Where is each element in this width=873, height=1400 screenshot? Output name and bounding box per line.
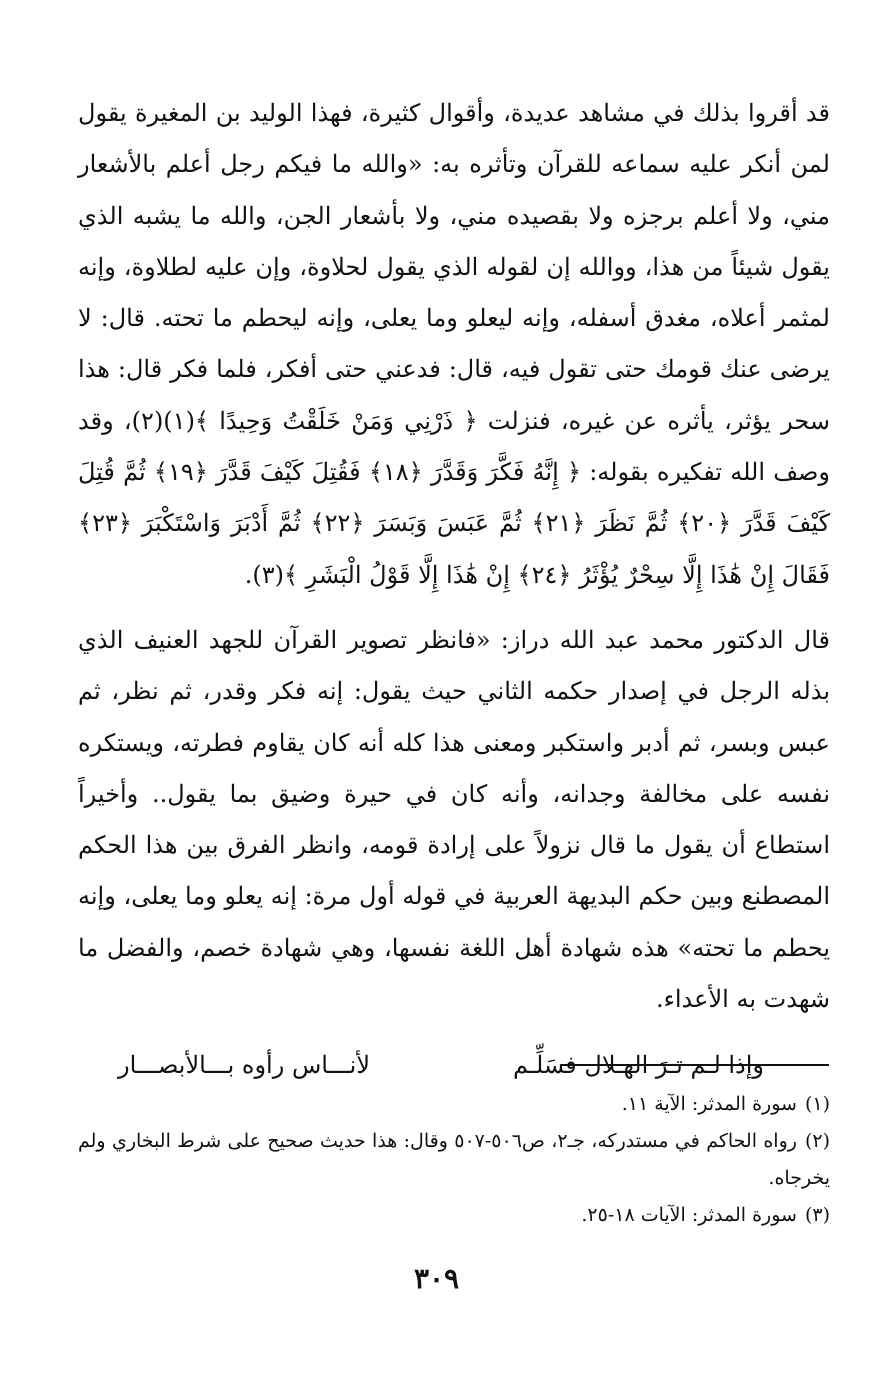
footnote-separator — [561, 1064, 829, 1066]
footnote — [78, 1197, 830, 1234]
footnote-text: رواه الحاكم في مستدركه، جـ٢، ص٥٠٦-٥٠٧ وقال: هذا حديث صحيح على شرط البخاري ولم يخرجاه. — [78, 1130, 830, 1189]
footnote-text: سورة المدثر: الآيات ١٨-٢٥. — [581, 1204, 797, 1226]
footnote-number: (١) — [804, 1093, 830, 1115]
body-paragraph: قد أقروا بذلك في مشاهد عديدة، وأقوال كثيرة، فهذا الوليد بن المغيرة يقول لمن أنكر عليه سماعه للقرآن وتأثره به: «والله ما فيكم رجل أعلم بالأشعار مني، ولا أعلم برجزه ولا بقصيده مني، ولا بأشعار الجن، والله ما يشبه الذي يقول شيئاً من هذا، ووالله إن لقوله الذي يقول لحلاوة، وإن عليه لطلاوة، وإنه لمثمر أعلاه، مغدق أسفله، وإنه ليعلو وما يعلى، وإنه ليحطم ما تحته. قال: لا يرضى عنك قومك حتى تقول فيه، قال: فدعني حتى أفكر، فلما فكر قال: هذا سحر يؤثر، يأثره عن غيره، فنزلت ﴿ ذَرْنِي وَمَنْ خَلَقْتُ وَحِيدًا ﴾(١)(٢)، وقد وصف الله تفكيره بقوله: ﴿ إِنَّهُ فَكَّرَ وَقَدَّرَ ﴿١٨﴾ فَقُتِلَ كَيْفَ قَدَّرَ ﴿١٩﴾ ثُمَّ قُتِلَ كَيْفَ قَدَّرَ ﴿٢٠﴾ ثُمَّ نَظَرَ ﴿٢١﴾ ثُمَّ عَبَسَ وَبَسَرَ ﴿٢٢﴾ ثُمَّ أَدْبَرَ وَاسْتَكْبَرَ ﴿٢٣﴾ فَقَالَ إِنْ هَٰذَا إِلَّا سِحْرٌ يُؤْثَرُ ﴿٢٤﴾ إِنْ هَٰذَا إِلَّا قَوْلُ الْبَشَرِ ﴾(٣). — [78, 99, 831, 589]
footnote — [78, 1123, 830, 1197]
footnote-number: (٣) — [804, 1204, 830, 1226]
verse-first-hemistich: وإذا لـم تـرَ الهـلال فسَلِّـم — [512, 1051, 764, 1080]
footnotes — [78, 1086, 830, 1234]
body-paragraph: قال الدكتور محمد عبد الله دراز: «فانظر تصوير القرآن للجهد العنيف الذي بذله الرجل في إصدار حكمه الثاني حيث يقول: إنه فكر وقدر، ثم نظر، ثم عبس وبسر، ثم أدبر واستكبر ومعنى هذا كله أنه كان يقاوم فطرته، ويستكره نفسه على مخالفة وجدانه، وأنه كان في حيرة وضيق بما يقول.. وأخيراً استطاع أن يقول ما قال نزولاً على إرادة قومه، وانظر الفرق بين هذا الحكم المصطنع وبين حكم البديهة العربية في قوله أول مرة: إنه يعلو وما يعلى، وإنه يحطم ما تحته» هذه شهادة أهل اللغة نفسها، وهي شهادة خصم، والفضل ما شهدت به الأعداء. — [78, 625, 830, 1014]
page-number: ٣٠٩ — [413, 1262, 460, 1295]
footnote-number: (٢) — [804, 1130, 830, 1152]
footnote — [78, 1086, 830, 1123]
verse-second-hemistich: لأنـــاس رأوه بـــالأبصـــار — [118, 1051, 371, 1080]
footnote-text: سورة المدثر: الآية ١١. — [621, 1093, 797, 1115]
page-body — [78, 88, 830, 1085]
